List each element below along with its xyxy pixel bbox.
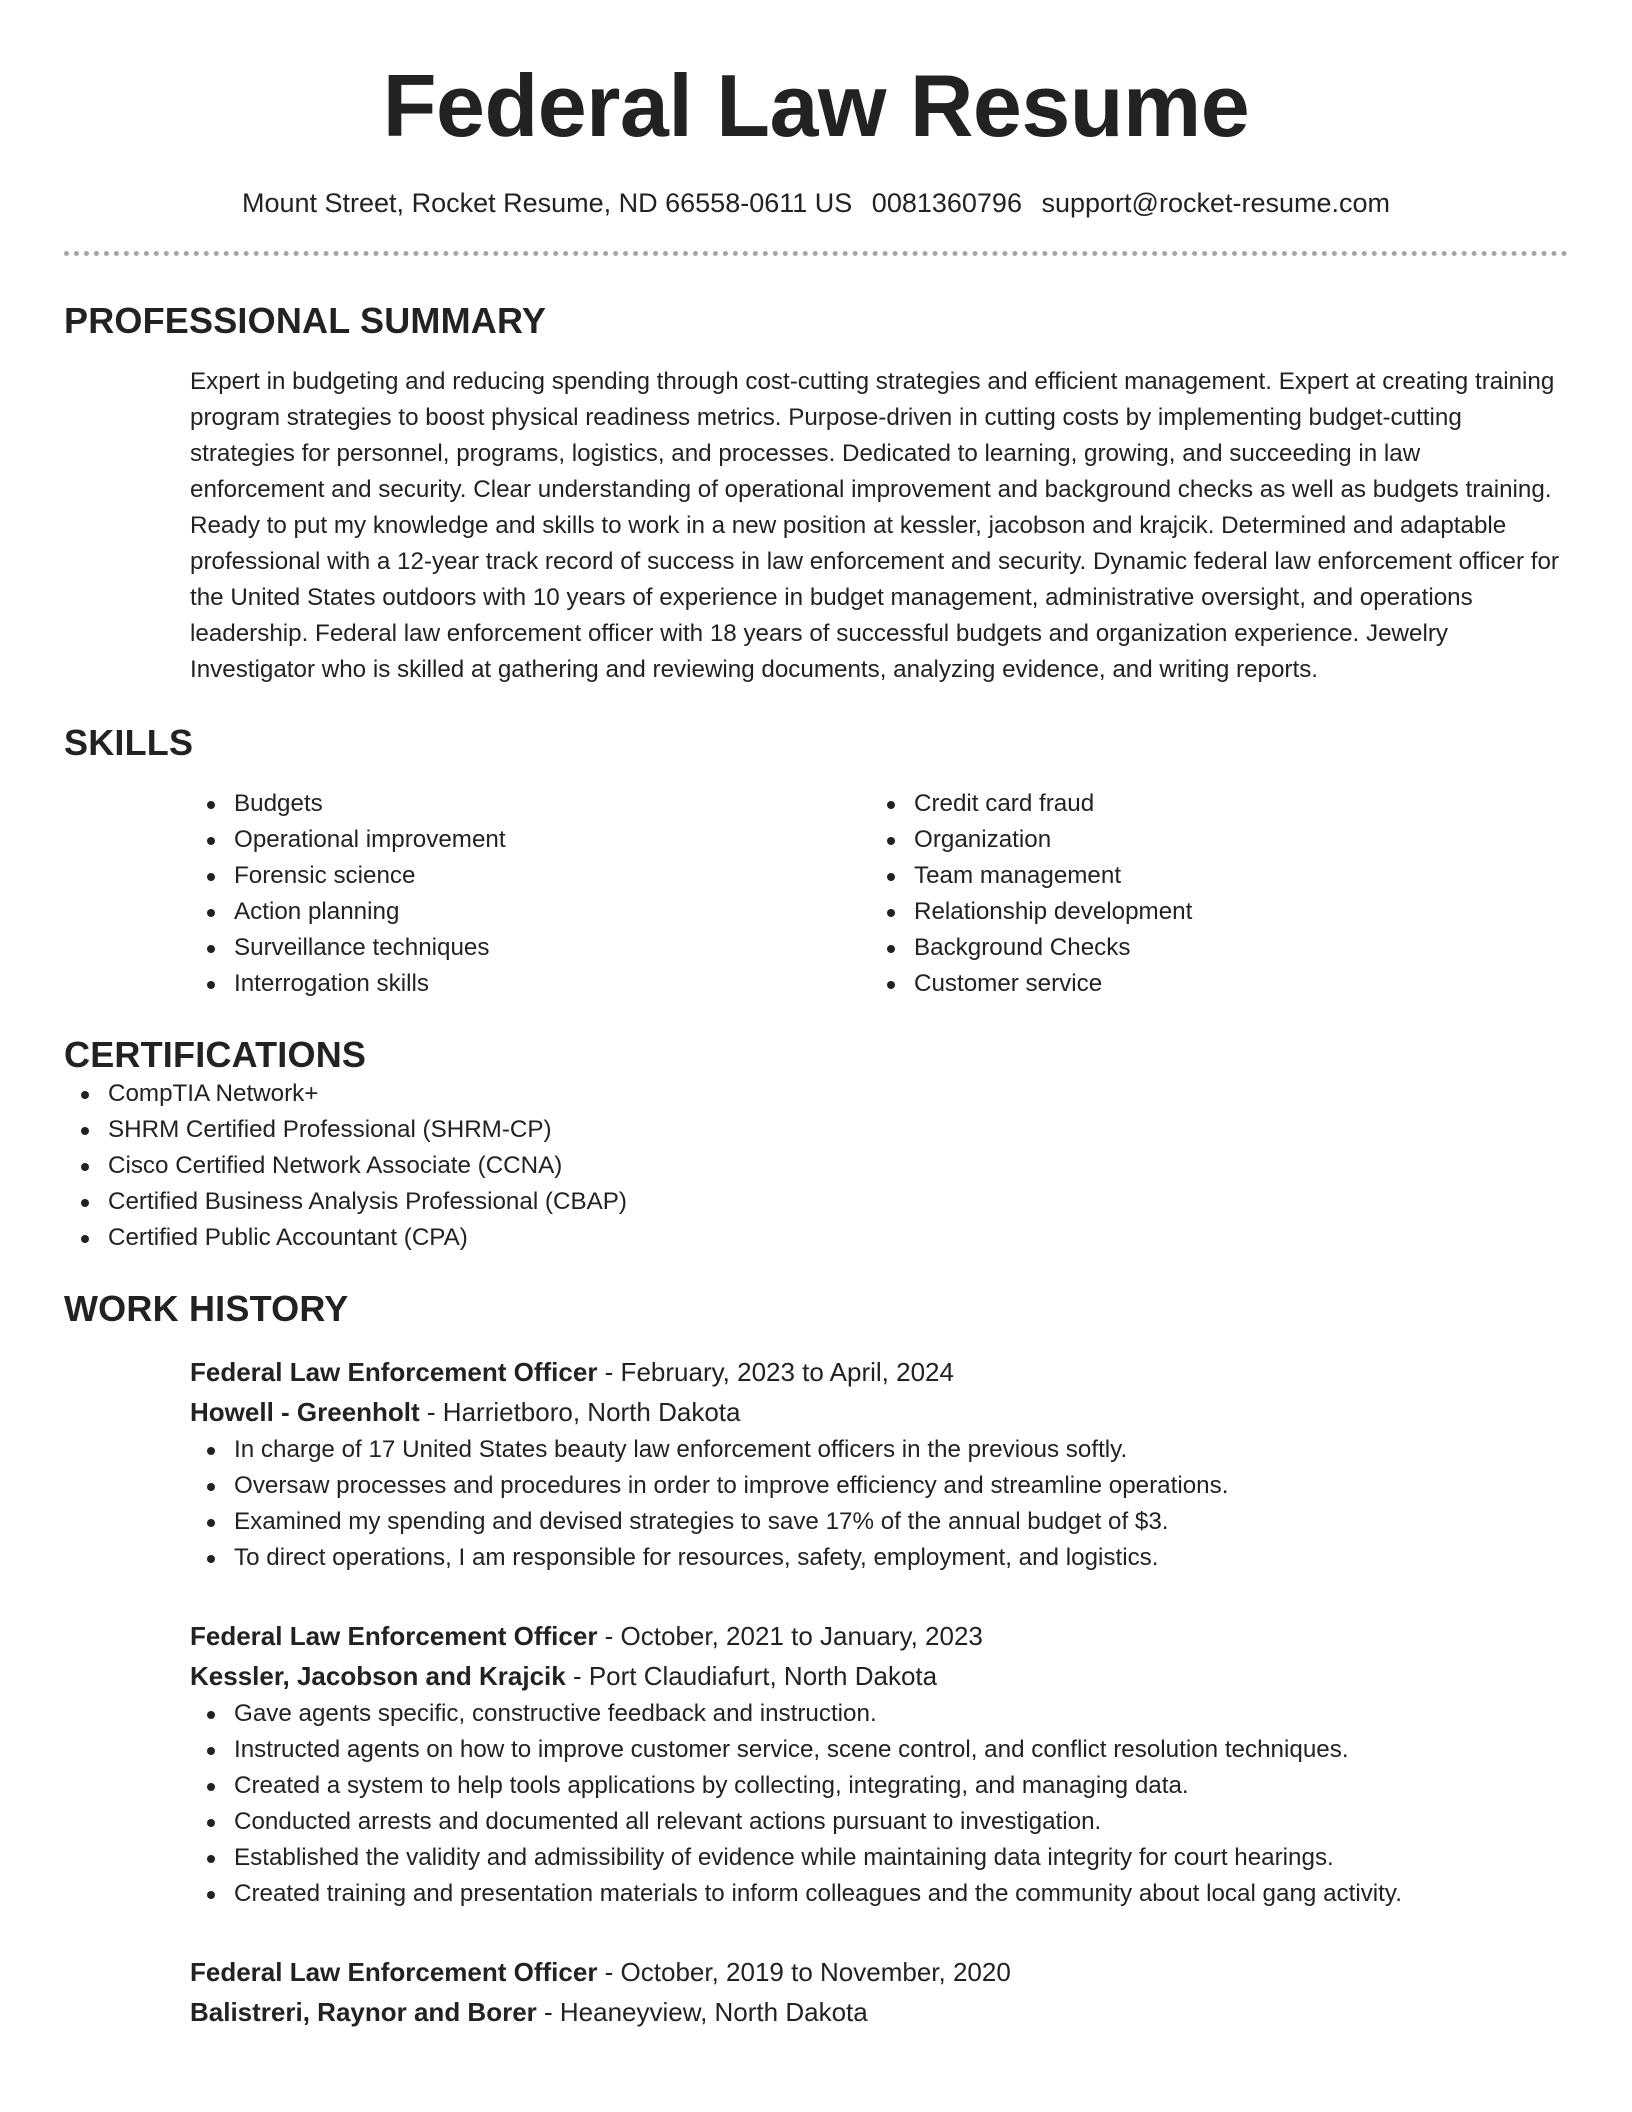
job-bullet: Created training and presentation materials to inform colleagues and the community about local gang activity. [190,1876,1568,1912]
skill-item: Forensic science [190,858,870,894]
resume-title: Federal Law Resume [382,56,1250,155]
contact-email: support@rocket-resume.com [1041,188,1391,218]
certification-item: CompTIA Network+ [64,1076,1568,1112]
job-company: Howell - Greenholt [190,1397,420,1427]
job-company: Balistreri, Raynor and Borer [190,1997,537,2027]
job-bullet: Examined my spending and devised strategies to save 17% of the annual budget of $3. [190,1504,1568,1540]
summary-heading: PROFESSIONAL SUMMARY [64,300,547,341]
job-dates: - February, 2023 to April, 2024 [597,1357,954,1387]
certifications-heading: CERTIFICATIONS [64,1034,367,1075]
job-location: - Harrietboro, North Dakota [419,1397,741,1427]
job-bullet-list [190,1432,1568,1576]
certification-item: SHRM Certified Professional (SHRM-CP) [64,1112,1568,1148]
job-bullet: Established the validity and admissibility of evidence while maintaining data integrity for court hearings. [190,1840,1568,1876]
job-bullet: In charge of 17 United States beauty law enforcement officers in the previous softly. [190,1432,1568,1468]
job-dates: - October, 2021 to January, 2023 [597,1621,983,1651]
contact-address: Mount Street, Rocket Resume, ND 66558-0611 US [241,188,853,218]
job-bullet: Conducted arrests and documented all relevant actions pursuant to investigation. [190,1804,1568,1840]
job-company-line [190,1656,1568,1696]
job-company-line [190,1392,1568,1432]
certification-item: Cisco Certified Network Associate (CCNA) [64,1148,1568,1184]
job-title-line [190,1352,1568,1392]
skill-item: Team management [870,858,1550,894]
skills-list-right [870,786,1550,1002]
job-bullet: Created a system to help tools applications by collecting, integrating, and managing data. [190,1768,1568,1804]
skill-item: Organization [870,822,1550,858]
job-bullet-list [190,1696,1568,1912]
skill-item: Background Checks [870,930,1550,966]
skill-item: Interrogation skills [190,966,870,1002]
job-location: - Heaneyview, North Dakota [536,1997,868,2027]
job-bullet: Instructed agents on how to improve customer service, scene control, and conflict resolution techniques. [190,1732,1568,1768]
job-bullet: Oversaw processes and procedures in order to improve efficiency and streamline operations. [190,1468,1568,1504]
work-history-heading: WORK HISTORY [64,1288,349,1329]
certification-item: Certified Public Accountant (CPA) [64,1220,1568,1256]
job-title: Federal Law Enforcement Officer [190,1357,598,1387]
job-entry [190,1952,1568,2032]
skill-item: Action planning [190,894,870,930]
skill-item: Relationship development [870,894,1550,930]
skill-item: Customer service [870,966,1550,1002]
header-divider [64,251,1568,256]
job-title-line [190,1952,1568,1992]
job-entry [190,1616,1568,1912]
certifications-list [64,1076,1568,1256]
job-company: Kessler, Jacobson and Krajcik [190,1661,566,1691]
skills-list-left [190,786,870,1002]
job-dates: - October, 2019 to November, 2020 [597,1957,1011,1987]
job-title-line [190,1616,1568,1656]
skills-column-right [870,786,1550,1002]
job-entry [190,1352,1568,1576]
skills-heading: SKILLS [64,722,194,763]
job-bullet: Gave agents specific, constructive feedback and instruction. [190,1696,1568,1732]
job-title: Federal Law Enforcement Officer [190,1957,598,1987]
skill-item: Operational improvement [190,822,870,858]
skill-item: Credit card fraud [870,786,1550,822]
certification-item: Certified Business Analysis Professional (CBAP) [64,1184,1568,1220]
skill-item: Budgets [190,786,870,822]
skills-column-left [190,786,870,1002]
job-company-line [190,1992,1568,2032]
contact-phone: 0081360796 [871,188,1022,218]
contact-line [64,188,1568,219]
skill-item: Surveillance techniques [190,930,870,966]
job-bullet: To direct operations, I am responsible for resources, safety, employment, and logistics. [190,1540,1568,1576]
job-title: Federal Law Enforcement Officer [190,1621,598,1651]
skills-grid [190,786,1568,1002]
summary-text: Expert in budgeting and reducing spending through cost-cutting strategies and efficient management. Expert at creating training program strategies to boost physical readiness metrics. Purpose-driven in cutting costs by implementing budget-cutting strategies for personnel, programs, logistics, and processes. Dedicated to learning, growing, and succeeding in law enforcement and security. Clear understanding of operational improvement and background checks as well as budgets training. Ready to put my knowledge and skills to work in a new position at kessler, jacobson and krajcik. Determined and adaptable professional with a 12-year track record of success in law enforcement and security. Dynamic federal law enforcement officer for the United States outdoors with 10 years of experience in budget management, administrative oversight, and operations leadership. Federal law enforcement officer with 18 years of successful budgets and organization experience. Jewelry Investigator who is skilled at gathering and reviewing documents, analyzing evidence, and writing reports. [190,368,1559,683]
job-location: - Port Claudiafurt, North Dakota [565,1661,938,1691]
